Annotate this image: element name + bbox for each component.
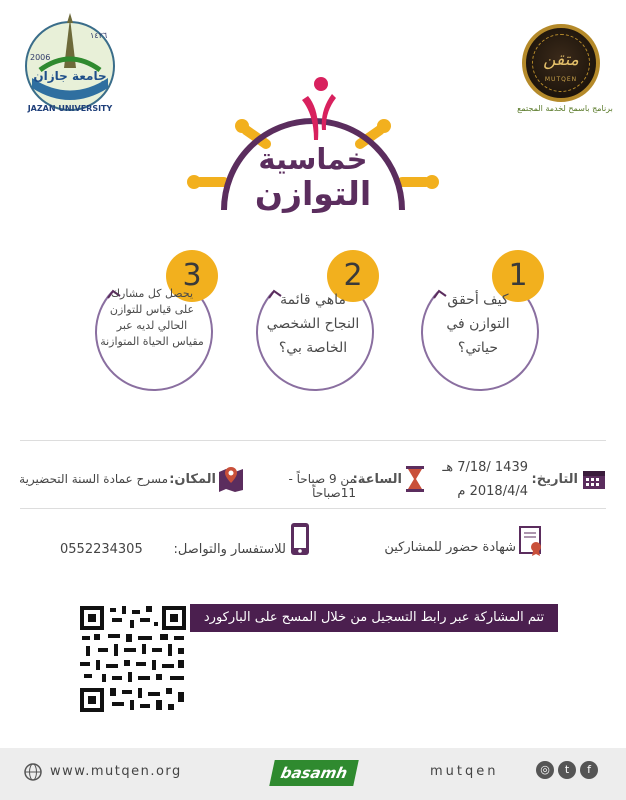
jazan-university-logo bbox=[20, 8, 120, 118]
divider-top bbox=[20, 440, 606, 441]
website-link[interactable]: www.mutqen.org bbox=[50, 764, 182, 779]
globe-icon bbox=[24, 763, 42, 781]
divider-bottom bbox=[20, 508, 606, 509]
certificate-icon bbox=[518, 526, 544, 556]
registration-qr-code[interactable] bbox=[78, 604, 188, 714]
step-1-number: 1 bbox=[492, 250, 544, 302]
step-3-text: يحصل كل مشارك على قياس للتوازن الحالي لديه عبر مقياس الحياة المتوازنة bbox=[100, 287, 204, 348]
event-title bbox=[190, 142, 436, 212]
university-name-ar: جامعة جازان bbox=[33, 69, 107, 83]
basamh-logo: basamh bbox=[269, 760, 359, 786]
instagram-icon[interactable]: ◎ bbox=[536, 761, 554, 779]
university-year-left: 2006 bbox=[30, 53, 51, 62]
registration-banner: تتم المشاركة عبر رابط التسجيل من خلال المسح على الباركورد bbox=[190, 604, 558, 632]
mutqen-logo-sub: MUTQEN bbox=[544, 76, 578, 83]
time-label: الساعة: bbox=[352, 472, 402, 487]
map-location-icon bbox=[218, 464, 244, 492]
step-3-number: 3 bbox=[166, 250, 218, 302]
date-label: التاريخ: bbox=[531, 472, 578, 487]
step-2-text: ماهي قائمة النجاح الشخصي الخاصة بي؟ bbox=[266, 292, 360, 356]
date-gregorian: 2018/4/4 م bbox=[457, 484, 528, 499]
step-3 bbox=[82, 252, 222, 392]
step-1-text: كيف أحقق التوازن في حياتي؟ bbox=[446, 292, 510, 356]
title-line-1: خماسية bbox=[258, 142, 368, 176]
mutqen-logo-text: متقن bbox=[543, 50, 579, 70]
facebook-icon[interactable]: f bbox=[580, 761, 598, 779]
university-year-right: ١٤٢٦ bbox=[90, 31, 108, 40]
contact-phone: 0552234305 bbox=[60, 542, 143, 557]
twitter-icon[interactable]: t bbox=[558, 761, 576, 779]
certificate-text: شهادة حضور للمشاركين bbox=[384, 540, 516, 555]
title-line-2: التوازن bbox=[254, 174, 372, 213]
mutqen-logo bbox=[522, 24, 600, 102]
footer-bar bbox=[0, 748, 626, 800]
brand-handle: mutqen bbox=[430, 764, 499, 779]
calendar-icon bbox=[582, 468, 606, 490]
step-1 bbox=[408, 252, 548, 392]
contact-label: للاستفسار والتواصل: bbox=[173, 542, 286, 557]
mutqen-caption: برنامج باسمح لخدمة المجتمع bbox=[517, 104, 613, 113]
university-name-en: JAZAN UNIVERSITY bbox=[27, 104, 113, 113]
date-hijri: 1439 /7/18 هـ bbox=[442, 460, 528, 475]
step-2 bbox=[243, 252, 383, 392]
place-label: المكان: bbox=[169, 472, 216, 487]
phone-icon bbox=[290, 522, 310, 556]
time-value: من 9 صباحاً - 11صباحاً bbox=[288, 472, 356, 500]
place-value: مسرح عمادة السنة التحضيرية bbox=[19, 472, 168, 486]
hourglass-icon bbox=[405, 466, 425, 492]
step-2-number: 2 bbox=[327, 250, 379, 302]
